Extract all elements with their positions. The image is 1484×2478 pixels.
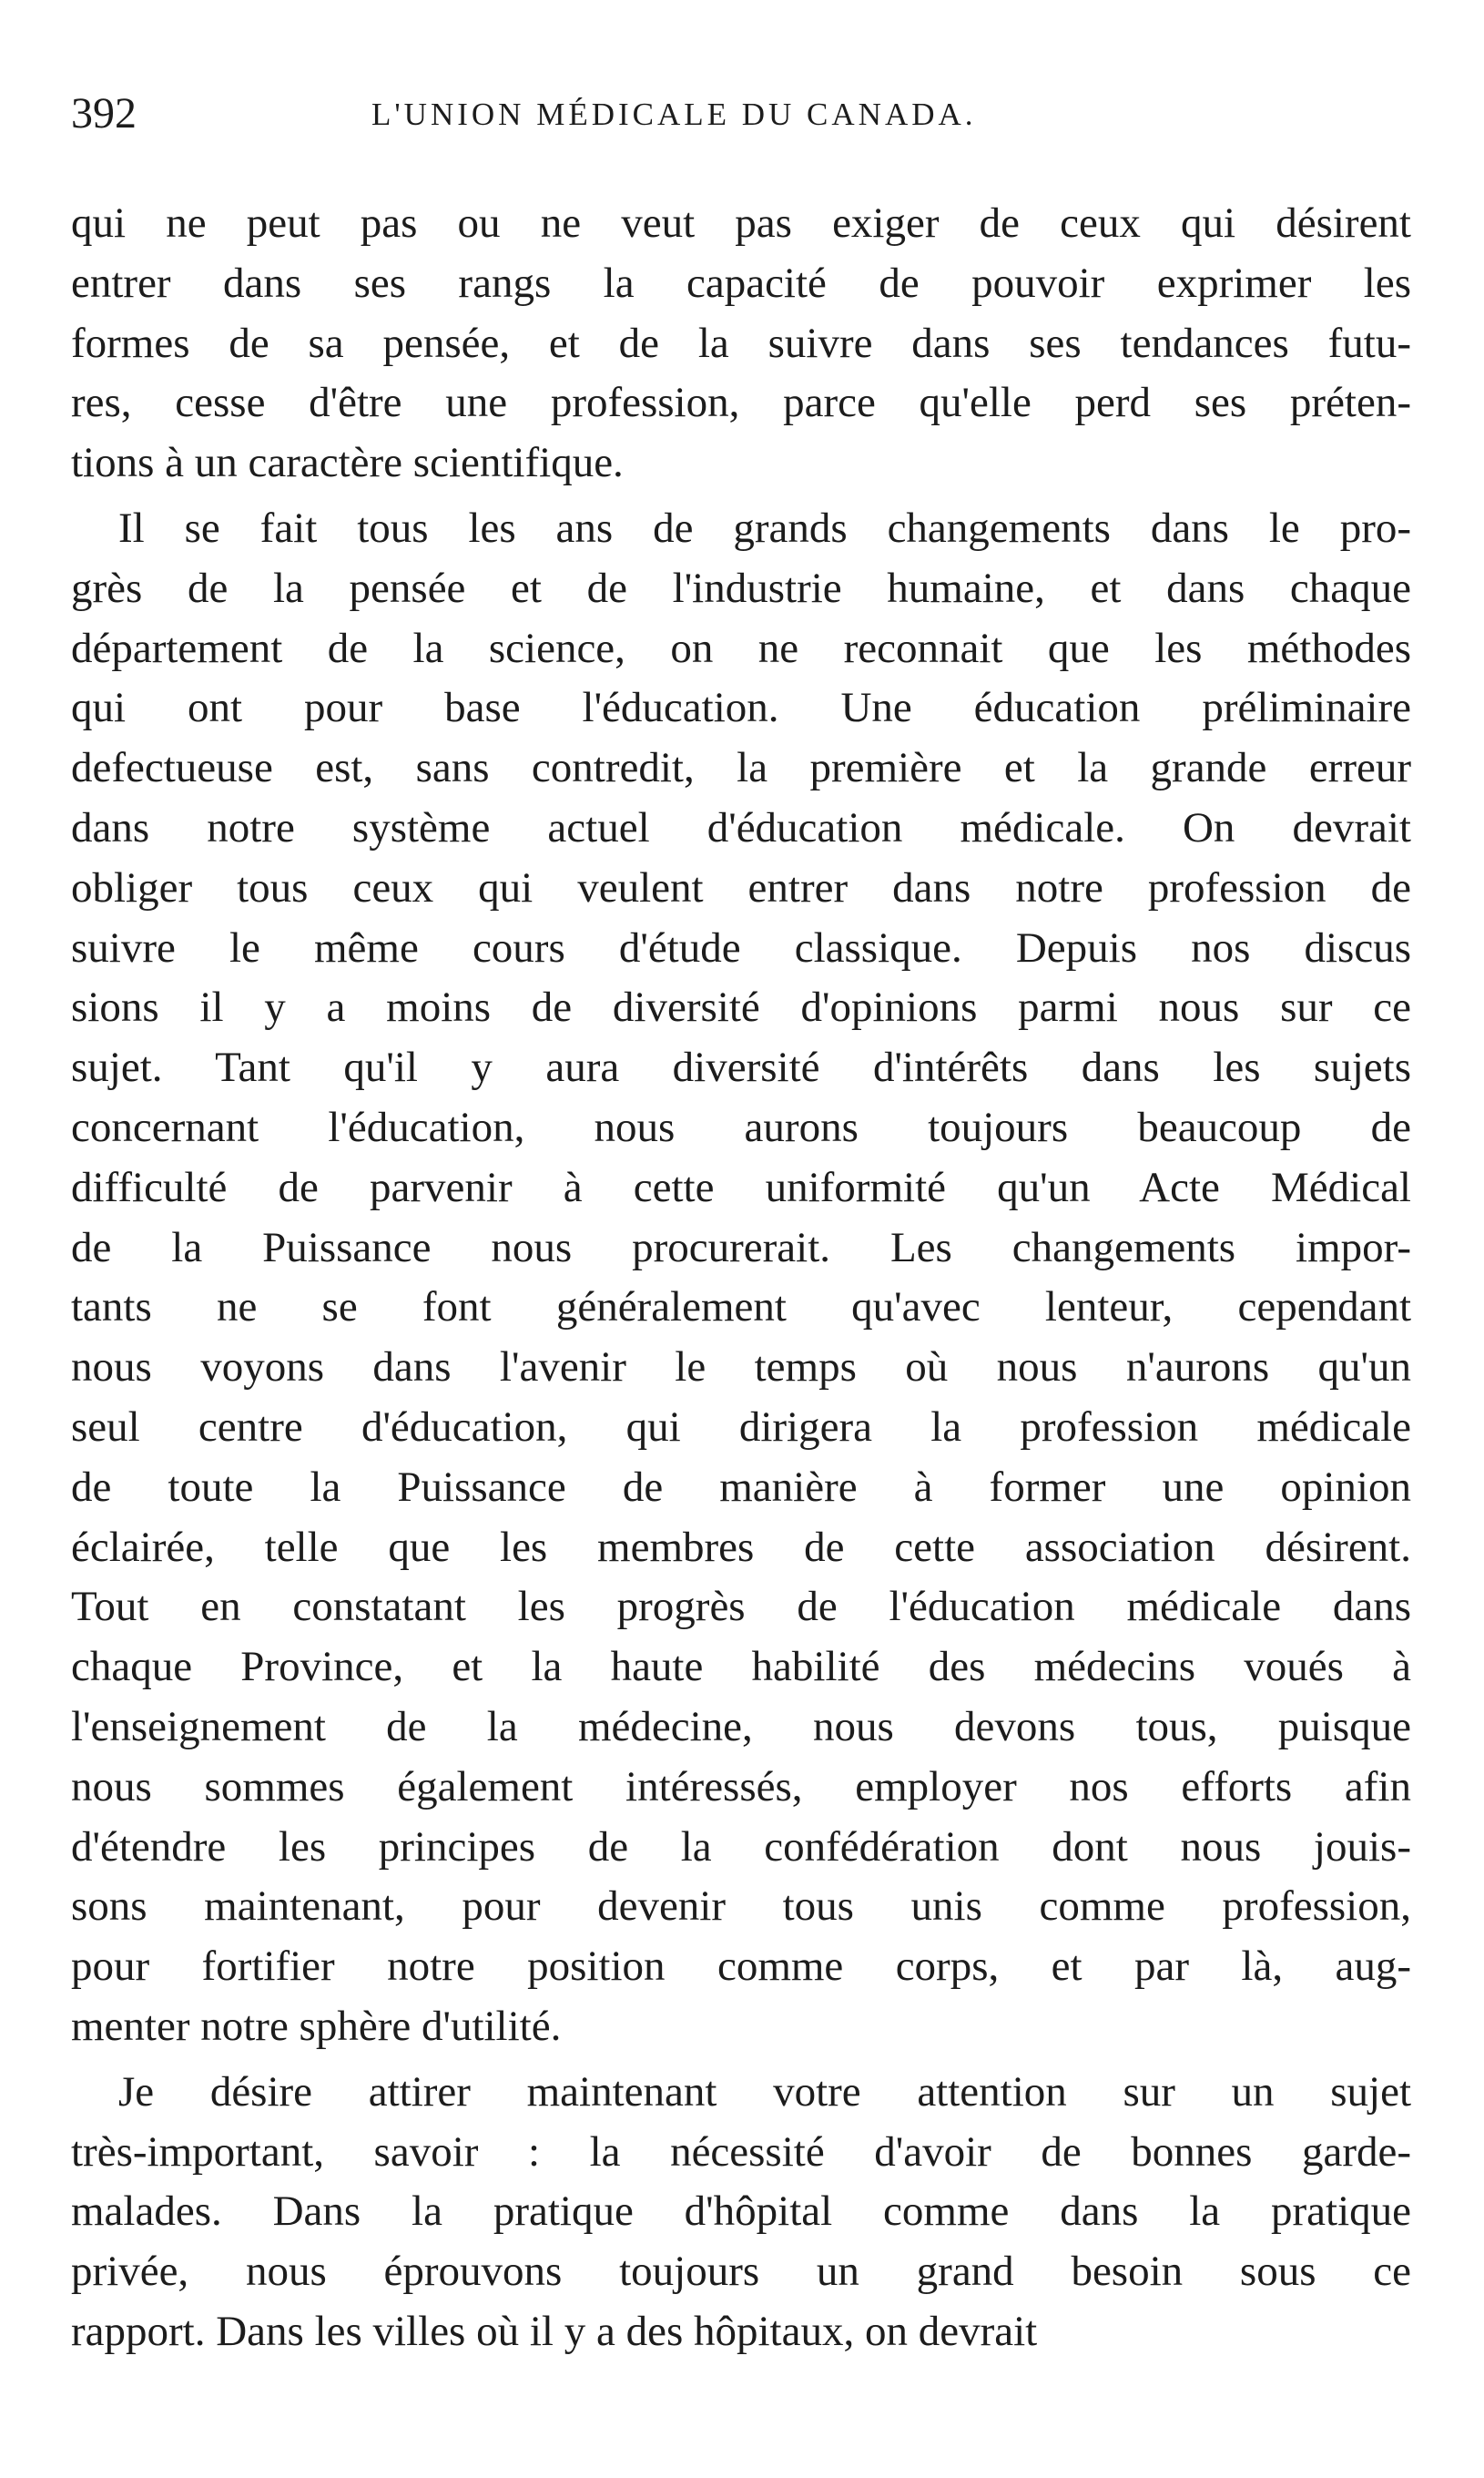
paragraph <box>71 499 1411 2057</box>
text-line: de la Puissance nous procurerait. Les changements impor- <box>71 1223 1411 1271</box>
text-line: tants ne se font généralement qu'avec lenteur, cependant <box>71 1283 1411 1331</box>
text-line: concernant l'éducation, nous aurons toujours beaucoup de <box>71 1103 1411 1151</box>
text-line: d'étendre les principes de la confédération dont nous jouis- <box>71 1822 1411 1871</box>
text-line: très-important, savoir : la nécessité d'avoir de bonnes garde- <box>71 2127 1411 2176</box>
text-line: Je désire attirer maintenant votre attention sur un sujet <box>118 2067 1411 2116</box>
body-text <box>71 194 1411 2362</box>
text-line: obliger tous ceux qui veulent entrer dans notre profession de <box>71 863 1411 912</box>
text-line: res, cesse d'être une profession, parce qu'elle perd ses préten- <box>71 379 1411 427</box>
page-number: 392 <box>71 89 137 138</box>
text-line: difficulté de parvenir à cette uniformité qu'un Acte Médical <box>71 1163 1411 1211</box>
text-line: privée, nous éprouvons toujours un grand besoin sous ce <box>71 2248 1411 2296</box>
journal-title: L'UNION MÉDICALE DU CANADA. <box>371 97 977 132</box>
text-line: qui ont pour base l'éducation. Une éducation préliminaire <box>71 684 1411 732</box>
text-line: grès de la pensée et de l'industrie humaine, et dans chaque <box>71 564 1411 612</box>
paragraph <box>71 2063 1411 2362</box>
text-line: malades. Dans la pratique d'hôpital comme dans la pratique <box>71 2187 1411 2236</box>
text-line: seul centre d'éducation, qui dirigera la profession médicale <box>71 1402 1411 1451</box>
text-line: formes de sa pensée, et de la suivre dans ses tendances futu- <box>71 319 1411 367</box>
text-line: pour fortifier notre position comme corps, et par là, aug- <box>71 1943 1411 1991</box>
text-line: Il se fait tous les ans de grands changements dans le pro- <box>118 504 1411 552</box>
text-line: l'enseignement de la médecine, nous devons tous, puisque <box>71 1702 1411 1750</box>
text-line: chaque Province, et la haute habilité des médecins voués à <box>71 1643 1411 1691</box>
text-line: qui ne peut pas ou ne veut pas exiger de ceux qui désirent <box>71 199 1411 247</box>
text-line: sujet. Tant qu'il y aura diversité d'intérêts dans les sujets <box>71 1044 1411 1092</box>
text-line: suivre le même cours d'étude classique. Depuis nos discus <box>71 923 1411 972</box>
text-line: département de la science, on ne reconnait que les méthodes <box>71 624 1411 672</box>
text-line: menter notre sphère d'utilité. <box>71 2002 562 2050</box>
text-line: sons maintenant, pour devenir tous unis comme profession, <box>71 1882 1411 1931</box>
text-line: nous sommes également intéressés, employer nos efforts afin <box>71 1762 1411 1810</box>
document-page <box>71 87 1411 2362</box>
text-line: dans notre système actuel d'éducation médicale. On devrait <box>71 803 1411 851</box>
text-line: sions il y a moins de diversité d'opinions parmi nous sur ce <box>71 984 1411 1032</box>
text-line: defectueuse est, sans contredit, la première et la grande erreur <box>71 744 1411 792</box>
running-header <box>71 87 1411 150</box>
text-line: nous voyons dans l'avenir le temps où nous n'aurons qu'un <box>71 1343 1411 1392</box>
text-line: rapport. Dans les villes où il y a des hôpitaux, on devrait <box>71 2307 1038 2355</box>
paragraph <box>71 194 1411 494</box>
text-line: Tout en constatant les progrès de l'éducation médicale dans <box>71 1583 1411 1631</box>
text-line: tions à un caractère scientifique. <box>71 439 624 487</box>
text-line: éclairée, telle que les membres de cette association désirent. <box>71 1523 1411 1571</box>
text-line: entrer dans ses rangs la capacité de pouvoir exprimer les <box>71 259 1411 307</box>
text-line: de toute la Puissance de manière à former une opinion <box>71 1463 1411 1511</box>
